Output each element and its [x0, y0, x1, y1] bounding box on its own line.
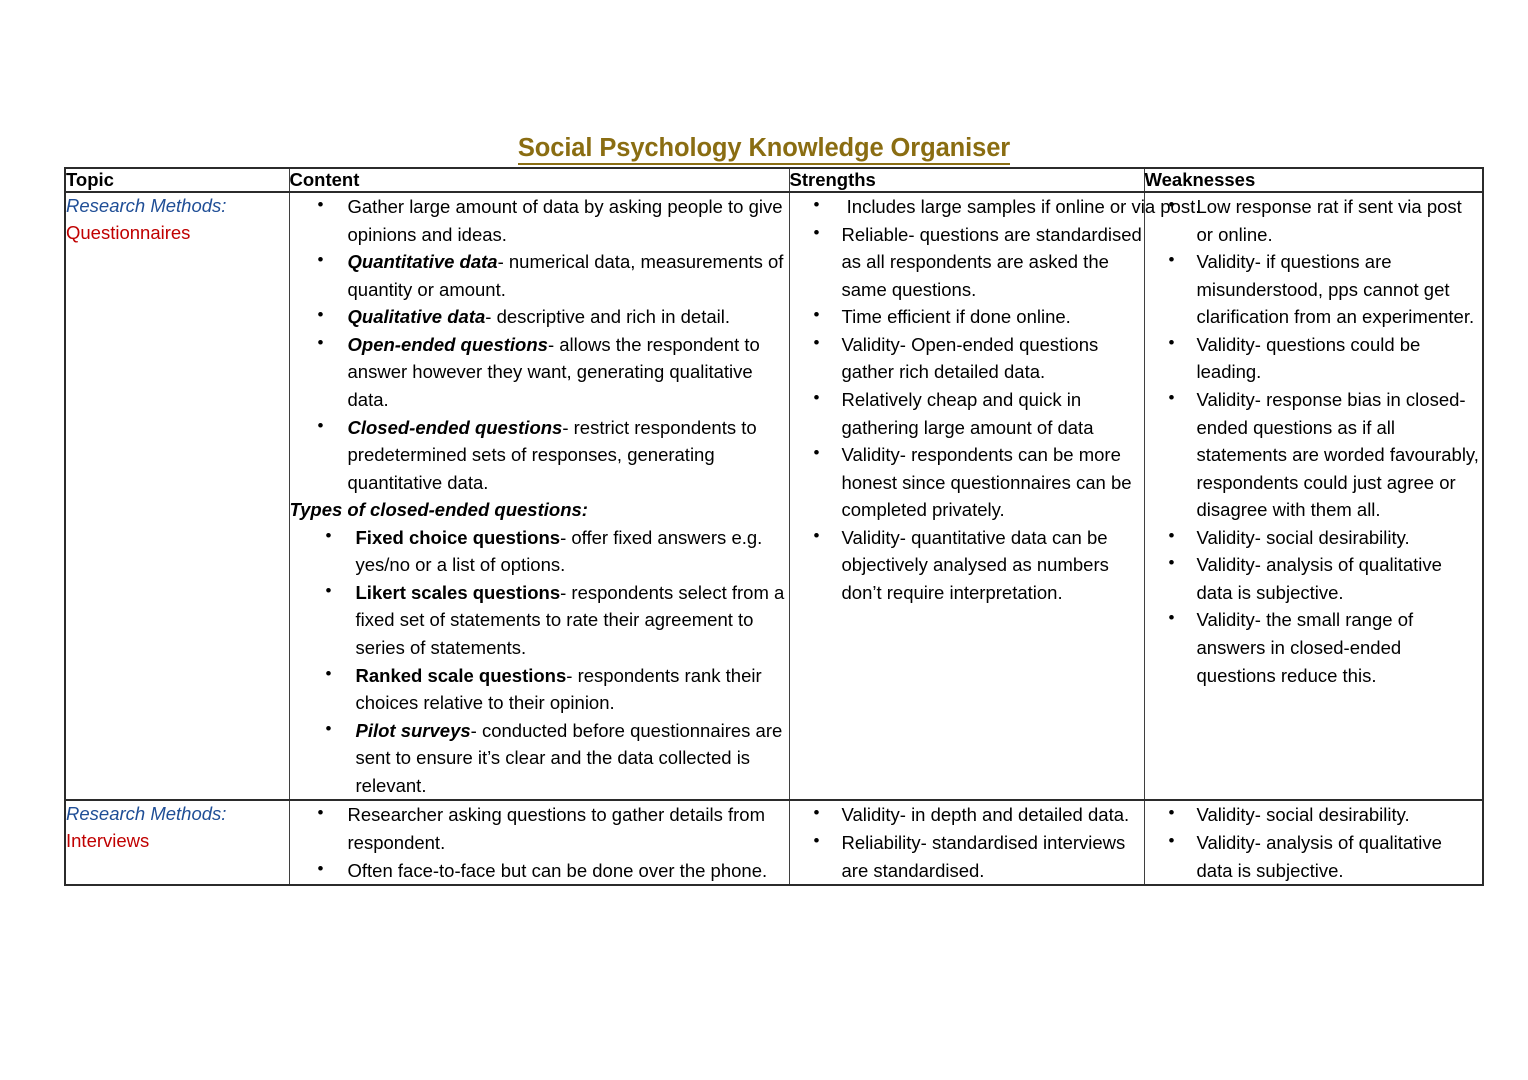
list-item — [790, 524, 1144, 607]
list-item — [290, 717, 789, 800]
bullet-text: Low response rat if sent via post or online. — [1196, 196, 1462, 245]
bullet-term: Likert scales questions — [355, 581, 561, 603]
list-item — [1145, 524, 1483, 552]
list-item — [790, 193, 1201, 221]
list-item — [290, 662, 789, 717]
weaknesses-bullet-list — [1145, 193, 1483, 689]
bullet-text: Validity- response bias in closed-ended questions as if all statements are worded favourably, respondents could just agree or disagree with them all. — [1196, 388, 1479, 521]
column-header-topic: Topic — [65, 168, 289, 192]
list-item — [290, 331, 789, 414]
list-item — [1145, 386, 1483, 524]
list-item — [1145, 331, 1483, 386]
bullet-text: Relatively cheap and quick in gathering large amount of data — [841, 388, 1094, 438]
bullet-text: Validity- the small range of answers in closed-ended questions reduce this. — [1196, 609, 1414, 686]
bullet-text: - respondents select from a fixed set of statements to rate their agreement to series of statements. — [355, 581, 785, 658]
column-header-content: Content — [289, 168, 789, 192]
page-title-text: Social Psychology Knowledge Organiser — [518, 134, 1010, 165]
topic-name: Questionnaires — [66, 221, 191, 243]
list-item — [790, 331, 1144, 386]
content-cell — [289, 800, 789, 885]
bullet-text: Time efficient if done online. — [841, 306, 1071, 328]
content-sub-bullet-list — [290, 524, 789, 800]
column-header-weaknesses: Weaknesses — [1144, 168, 1483, 192]
table-row — [65, 192, 1483, 800]
table-header-row — [65, 168, 1483, 192]
list-item — [1145, 829, 1483, 884]
bullet-text: Validity- Open-ended questions gather rich detailed data. — [841, 333, 1099, 383]
weaknesses-cell — [1144, 192, 1483, 800]
bullet-text: Validity- analysis of qualitative data is subjective. — [1196, 831, 1442, 881]
topic-cell — [65, 800, 289, 885]
bullet-text: Reliability- standardised interviews are standardised. — [841, 831, 1126, 881]
table-row — [65, 800, 1483, 885]
strengths-cell — [789, 192, 1201, 800]
list-item — [1145, 606, 1483, 689]
bullet-text: Validity- questions could be leading. — [1196, 333, 1421, 383]
bullet-term: Qualitative data — [347, 306, 486, 328]
topic-name: Interviews — [66, 830, 150, 852]
list-item — [790, 829, 1144, 884]
bullet-text: Validity- in depth and detailed data. — [841, 804, 1130, 826]
list-item — [790, 303, 1144, 331]
bullet-text: - numerical data, measurements of quantity or amount. — [347, 251, 784, 300]
list-item — [1145, 551, 1483, 606]
content-subheading: Types of closed-ended questions: — [289, 499, 588, 521]
bullet-text: Validity- analysis of qualitative data is subjective. — [1196, 554, 1442, 603]
strengths-bullet-list — [790, 193, 1201, 606]
strengths-bullet-list — [790, 801, 1144, 884]
list-item — [290, 193, 789, 248]
list-item — [290, 303, 789, 331]
list-item — [790, 801, 1144, 829]
list-item — [290, 857, 789, 885]
bullet-text: Gather large amount of data by asking people to give opinions and ideas. — [347, 196, 783, 245]
weaknesses-bullet-list — [1145, 801, 1483, 884]
list-item — [290, 801, 789, 856]
bullet-term: Pilot surveys — [355, 719, 471, 741]
list-item — [1145, 193, 1483, 248]
list-item — [290, 524, 789, 579]
topic-category: Research Methods: — [66, 803, 227, 825]
list-item — [290, 248, 789, 303]
list-item — [1145, 248, 1483, 331]
bullet-text: Validity- quantitative data can be objectively analysed as numbers don’t require interpretation. — [841, 526, 1109, 603]
bullet-text: - restrict respondents to predetermined sets of responses, generating quantitative data. — [347, 416, 757, 493]
bullet-term: Quantitative data — [347, 251, 498, 273]
bullet-text: - offer fixed answers e.g. yes/no or a list of options. — [355, 526, 763, 576]
bullet-text: Validity- social desirability. — [1196, 526, 1410, 548]
list-item — [290, 579, 789, 662]
list-item — [290, 414, 789, 497]
list-item — [1145, 801, 1483, 829]
column-header-strengths: Strengths — [789, 168, 1144, 192]
content-bullet-list — [290, 801, 789, 884]
bullet-text: Includes large samples if online or via post. — [841, 196, 1201, 217]
knowledge-organiser-table — [64, 167, 1484, 886]
bullet-text: Reliable- questions are standardised as all respondents are asked the same questions. — [841, 223, 1142, 300]
list-item — [790, 386, 1144, 441]
bullet-text: Often face-to-face but can be done over the phone. — [347, 859, 768, 881]
list-item — [790, 441, 1144, 524]
page-title — [0, 134, 1528, 163]
bullet-text: Validity- social desirability. — [1196, 804, 1410, 826]
table-body — [65, 192, 1483, 885]
weaknesses-cell — [1144, 800, 1483, 885]
content-bullet-list — [290, 193, 789, 496]
bullet-term: Fixed choice questions — [355, 526, 561, 548]
strengths-cell — [789, 800, 1144, 885]
bullet-text: Validity- if questions are misunderstood, pps cannot get clarification from an experimenter. — [1196, 251, 1475, 328]
topic-cell — [65, 192, 289, 800]
bullet-term: Closed-ended questions — [347, 416, 563, 438]
bullet-term: Ranked scale questions — [355, 664, 567, 686]
bullet-text: - respondents rank their choices relative to their opinion. — [355, 664, 762, 714]
bullet-term: Open-ended questions — [347, 333, 548, 355]
bullet-text: - descriptive and rich in detail. — [485, 306, 730, 328]
topic-category: Research Methods: — [66, 195, 227, 216]
bullet-text: - conducted before questionnaires are sent to ensure it’s clear and the data collected is relevant. — [355, 719, 783, 796]
content-cell — [289, 192, 789, 800]
bullet-text: - allows the respondent to answer however they want, generating qualitative data. — [347, 333, 760, 410]
bullet-text: Researcher asking questions to gather details from respondent. — [347, 804, 765, 853]
bullet-text: Validity- respondents can be more honest since questionnaires can be completed privately. — [841, 444, 1132, 521]
list-item — [790, 221, 1144, 304]
